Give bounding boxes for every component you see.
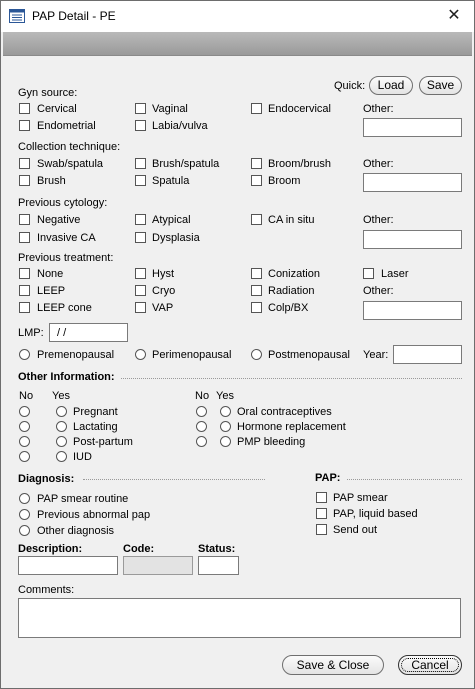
conization-label: Conization [268,268,320,280]
diagnosis-divider [83,479,265,480]
comments-label: Comments: [18,584,75,596]
leep-cone-label: LEEP cone [37,302,92,314]
radio-oral-contraceptives-yes[interactable] [220,406,231,417]
checkbox-atypical[interactable] [135,214,146,225]
collection-technique-label: Collection technique: [18,141,121,153]
checkbox-leep-cone[interactable] [19,302,30,313]
cryo-label: Cryo [152,285,176,297]
iud-label: IUD [73,451,92,463]
radiation-label: Radiation [268,285,315,297]
checkbox-endometrial[interactable] [19,120,30,131]
radio-oral-contraceptives-no[interactable] [196,406,207,417]
load-button[interactable]: Load [369,76,413,95]
checkbox-laser[interactable] [363,268,374,279]
postmenopausal-label: Postmenopausal [268,349,350,361]
save-and-close-button[interactable]: Save & Close [282,655,384,675]
radio-lactating-no[interactable] [19,421,30,432]
checkbox-broom-brush[interactable] [251,158,262,169]
brush-spatula-label: Brush/spatula [152,158,220,170]
checkbox-pap-liquid-based[interactable] [316,508,327,519]
lmp-date-input[interactable] [49,323,128,342]
colp-bx-label: Colp/BX [268,302,309,314]
checkbox-cryo[interactable] [135,285,146,296]
checkbox-invasive-ca[interactable] [19,232,30,243]
title-bar [1,1,474,32]
spatula-label: Spatula [152,175,190,187]
window-title: PAP Detail - PE [32,9,116,23]
dysplasia-label: Dysplasia [152,232,200,244]
atypical-label: Atypical [152,214,191,226]
description-label: Description: [18,543,83,555]
checkbox-endocervical[interactable] [251,103,262,114]
code-input [123,556,193,575]
checkbox-dysplasia[interactable] [135,232,146,243]
radio-iud-yes[interactable] [56,451,67,462]
checkbox-conization[interactable] [251,268,262,279]
radio-iud-no[interactable] [19,451,30,462]
header-band [3,32,472,56]
swab-spatula-label: Swab/spatula [37,158,104,170]
lactating-label: Lactating [73,421,118,433]
none-label: None [37,268,64,280]
other-diagnosis-label: Other diagnosis [37,525,115,537]
leep-label: LEEP [37,285,66,297]
send-out-label: Send out [333,524,378,536]
radio-pmp-bleeding-no[interactable] [196,436,207,447]
oral-contraceptives-label: Oral contraceptives [237,406,332,418]
invasive-ca-label: Invasive CA [37,232,96,244]
code-label: Code: [123,543,155,555]
cytology-other-input[interactable] [363,230,462,249]
other-information-heading: Other Information: [18,371,115,383]
lmp-label: LMP: [18,327,44,339]
radio-perimenopausal[interactable] [135,349,146,360]
save-button[interactable]: Save [419,76,462,95]
checkbox-negative[interactable] [19,214,30,225]
endocervical-label: Endocervical [268,103,331,115]
pmp-bleeding-label: PMP bleeding [237,436,306,448]
checkbox-spatula[interactable] [135,175,146,186]
no-header-right: No [195,390,210,402]
radio-hormone-replacement-no[interactable] [196,421,207,432]
pap-liquid-based-label: PAP, liquid based [333,508,418,520]
checkbox-vaginal[interactable] [135,103,146,114]
treatment-other-input[interactable] [363,301,462,320]
pap-heading: PAP: [315,472,341,484]
checkbox-leep[interactable] [19,285,30,296]
radio-pap-smear-routine[interactable] [19,493,30,504]
cancel-button[interactable]: Cancel [398,655,462,675]
checkbox-swab-spatula[interactable] [19,158,30,169]
radio-post-partum-yes[interactable] [56,436,67,447]
checkbox-send-out[interactable] [316,524,327,535]
labia-vulva-label: Labia/vulva [152,120,208,132]
endometrial-label: Endometrial [37,120,96,132]
radio-pregnant-yes[interactable] [56,406,67,417]
checkbox-cervical[interactable] [19,103,30,114]
checkbox-ca-in-situ[interactable] [251,214,262,225]
treatment-other-label: Other: [363,285,394,297]
pap-smear-routine-label: PAP smear routine [37,493,129,505]
perimenopausal-label: Perimenopausal [152,349,232,361]
hyst-label: Hyst [152,268,174,280]
status-label: Status: [198,543,236,555]
checkbox-radiation[interactable] [251,285,262,296]
radio-premenopausal[interactable] [19,349,30,360]
checkbox-brush[interactable] [19,175,30,186]
negative-label: Negative [37,214,81,226]
previous-treatment-label: Previous treatment: [18,252,114,264]
radio-pregnant-no[interactable] [19,406,30,417]
premenopausal-label: Premenopausal [37,349,115,361]
year-input[interactable] [393,345,462,364]
previous-abnormal-pap-label: Previous abnormal pap [37,509,151,521]
pregnant-label: Pregnant [73,406,118,418]
no-header-left: No [19,390,34,402]
laser-label: Laser [381,268,409,280]
yes-header-left: Yes [52,390,70,402]
broom-brush-label: Broom/brush [268,158,331,170]
post-partum-label: Post-partum [73,436,133,448]
collection-other-input[interactable] [363,173,462,192]
gyn-other-label: Other: [363,103,394,115]
gyn-source-label: Gyn source: [18,87,78,99]
checkbox-brush-spatula[interactable] [135,158,146,169]
pap-divider [347,479,462,480]
radio-hormone-replacement-yes[interactable] [220,421,231,432]
pap-smear-label: PAP smear [333,492,388,504]
cytology-other-label: Other: [363,214,394,226]
diagnosis-heading: Diagnosis: [18,473,75,485]
radio-lactating-yes[interactable] [56,421,67,432]
broom-label: Broom [268,175,301,187]
ca-in-situ-label: CA in situ [268,214,315,226]
collection-other-label: Other: [363,158,394,170]
close-icon[interactable]: ✕ [447,7,461,24]
checkbox-vap[interactable] [135,302,146,313]
checkbox-labia-vulva[interactable] [135,120,146,131]
other-information-divider [121,378,462,379]
radio-post-partum-no[interactable] [19,436,30,447]
gyn-other-input[interactable] [363,118,462,137]
previous-cytology-label: Previous cytology: [18,197,108,209]
checkbox-none[interactable] [19,268,30,279]
brush-label: Brush [37,175,66,187]
checkbox-colp-bx[interactable] [251,302,262,313]
checkbox-broom[interactable] [251,175,262,186]
description-input[interactable] [18,556,118,575]
quick-label: Quick: [334,80,366,92]
vap-label: VAP [152,302,174,314]
checkbox-pap-smear[interactable] [316,492,327,503]
radio-pmp-bleeding-yes[interactable] [220,436,231,447]
yes-header-right: Yes [216,390,234,402]
year-label: Year: [363,349,389,361]
comments-textarea[interactable] [18,598,461,638]
form-icon [9,9,25,23]
status-input[interactable] [198,556,239,575]
cervical-label: Cervical [37,103,77,115]
radio-other-diagnosis[interactable] [19,525,30,536]
checkbox-hyst[interactable] [135,268,146,279]
hormone-replacement-label: Hormone replacement [237,421,346,433]
radio-previous-abnormal-pap[interactable] [19,509,30,520]
vaginal-label: Vaginal [152,103,188,115]
radio-postmenopausal[interactable] [251,349,262,360]
